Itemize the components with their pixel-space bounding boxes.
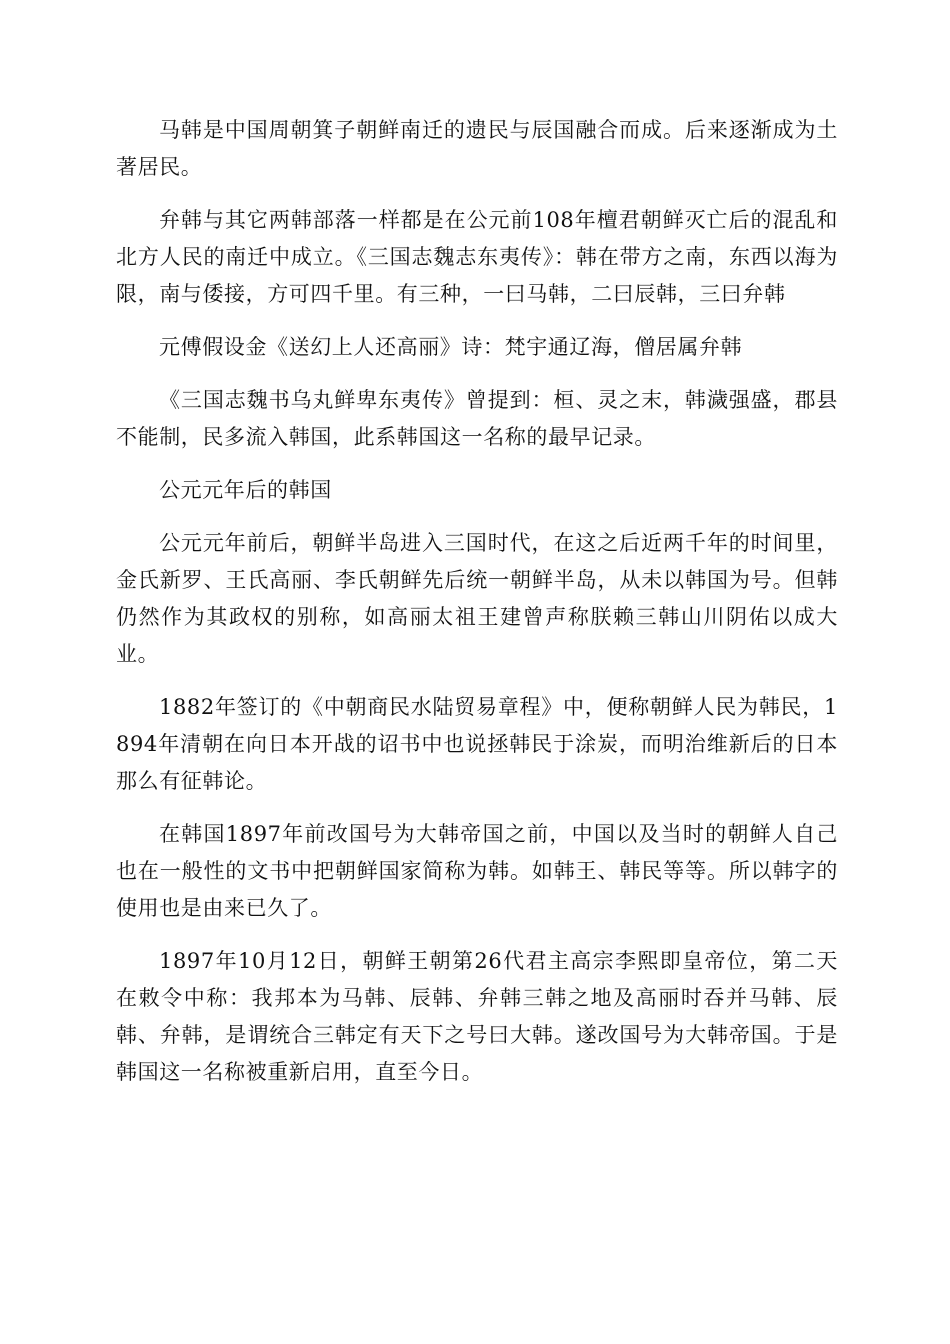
paragraph-mahan-origin: 马韩是中国周朝箕子朝鲜南迁的遗民与辰国融合而成。后来逐渐成为土著居民。: [116, 118, 838, 179]
paragraph-before-1897: 在韩国1897年前改国号为大韩帝国之前，中国以及当时的朝鲜人自己也在一般性的文书中把朝鲜国家简称为韩。如韩王、韩民等等。所以韩字的使用也是由来已久了。: [116, 822, 838, 920]
paragraph-earliest-record: 《三国志魏书乌丸鲜卑东夷传》曾提到：桓、灵之末，韩濊强盛，郡县不能制，民多流入韩国，此系韩国这一名称的最早记录。: [116, 388, 838, 449]
section-heading-after-year-one: 公元元年后的韩国: [159, 478, 332, 502]
document-body: [116, 112, 838, 1107]
paragraph-byeonhan-founding: 弁韩与其它两韩部落一样都是在公元前108年檀君朝鲜灭亡后的混乱和北方人民的南迁中成立。《三国志魏志东夷传》：韩在带方之南，东西以海为限，南与倭接，方可四千里。有三种，一曰马韩，二曰辰韩，三曰弁韩: [116, 208, 838, 306]
paragraph-korean-empire: 1897年10月12日，朝鲜王朝第26代君主高宗李熙即皇帝位，第二天在敕令中称：我邦本为马韩、辰韩、弁韩三韩之地及高丽时吞并马韩、辰韩、弁韩，是谓统合三韩定有天下之号曰大韩。遂改国号为大韩帝国。于是韩国这一名称被重新启用，直至今日。: [116, 949, 838, 1084]
paragraph-poem-quote: 元傅假设金《送幻上人还高丽》诗：梵宇通辽海，僧居属弁韩: [159, 335, 743, 359]
paragraph-1882-treaty: 1882年签订的《中朝商民水陆贸易章程》中，便称朝鲜人民为韩民，1894年清朝在向日本开战的诏书中也说拯韩民于涂炭，而明治维新后的日本那么有征韩论。: [116, 695, 838, 793]
paragraph-three-kingdoms: 公元元年前后，朝鲜半岛进入三国时代，在这之后近两千年的时间里，金氏新罗、王氏高丽、李氏朝鲜先后统一朝鲜半岛，从未以韩国为号。但韩仍然作为其政权的别称，如高丽太祖王建曾声称朕赖三韩山川阴佑以成大业。: [116, 531, 838, 666]
